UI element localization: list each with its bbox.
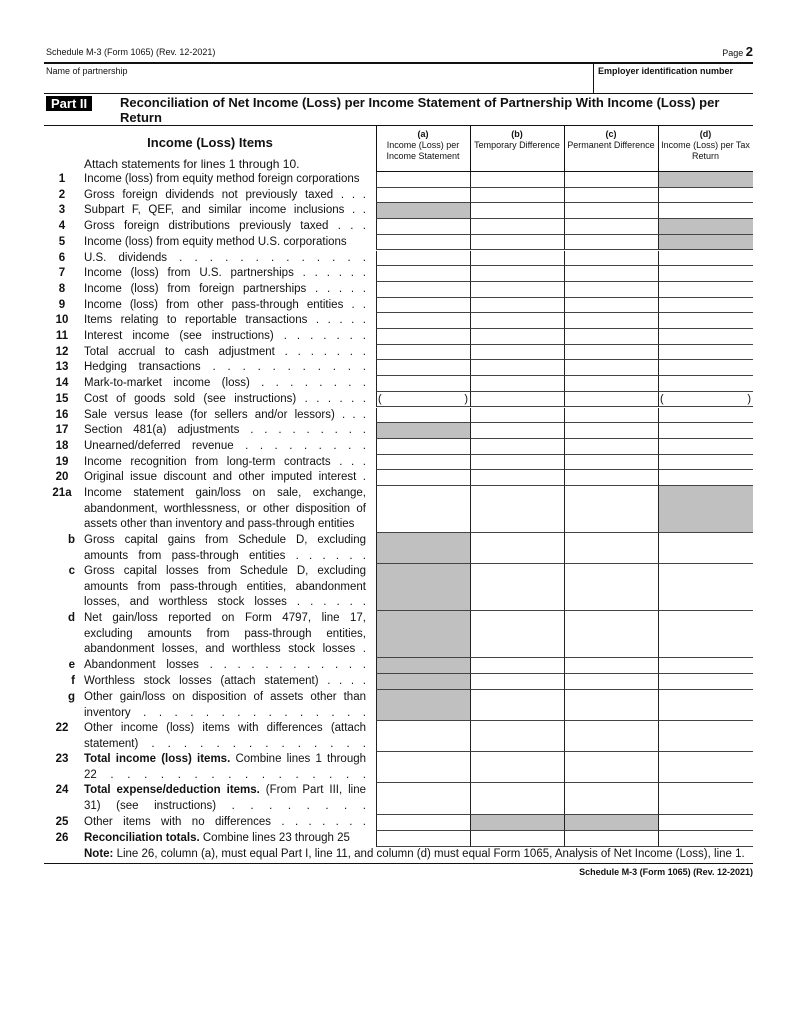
line-16 bbox=[44, 408, 753, 424]
line-number: 10 bbox=[55, 314, 69, 327]
line-number: 6 bbox=[58, 251, 66, 264]
page-indicator bbox=[722, 44, 753, 59]
close-paren: ) bbox=[747, 392, 751, 405]
line-e-column-a-field bbox=[376, 658, 470, 674]
line-5 bbox=[44, 235, 753, 251]
partnership-name-label: Name of partnership bbox=[46, 66, 128, 76]
line-e-column-c-field[interactable] bbox=[564, 658, 658, 674]
line-25-column-b-field bbox=[470, 815, 564, 831]
line-description bbox=[84, 423, 366, 439]
line-6-column-b-field[interactable] bbox=[470, 251, 564, 267]
line-18-column-c-field[interactable] bbox=[564, 439, 658, 455]
line-number: 4 bbox=[58, 220, 66, 233]
line-d-column-c-field[interactable] bbox=[564, 611, 658, 658]
line-20-column-b-field[interactable] bbox=[470, 470, 564, 486]
line-5-column-a-field[interactable] bbox=[376, 235, 470, 251]
line-26-column-d-field[interactable] bbox=[658, 831, 753, 847]
line-24-column-b-field[interactable] bbox=[470, 783, 564, 815]
line-f-column-a-field bbox=[376, 674, 470, 690]
line-description-text: Gross capital losses from Schedule D, excluding amounts from pass-through entities, abandonment losses, and worthless stock losses . . . . . . bbox=[84, 565, 366, 609]
line-9-column-b-field[interactable] bbox=[470, 298, 564, 314]
line-13-column-c-field[interactable] bbox=[564, 360, 658, 376]
line-description bbox=[84, 658, 366, 674]
line-14 bbox=[44, 376, 753, 392]
line-21a-column-a-field[interactable] bbox=[376, 486, 470, 533]
line-number: b bbox=[67, 534, 75, 546]
line-11-column-b-field[interactable] bbox=[470, 329, 564, 345]
line-1-column-b-field[interactable] bbox=[470, 172, 564, 188]
form-id: Schedule M-3 (Form 1065) (Rev. 12-2021) bbox=[46, 47, 216, 57]
line-19-column-c-field[interactable] bbox=[564, 455, 658, 471]
line-number: 16 bbox=[55, 408, 69, 421]
column-letter: (a) bbox=[417, 129, 429, 139]
line-description bbox=[84, 564, 366, 611]
line-description-text: Gross capital gains from Schedule D, excluding amounts from pass-through entities . . . . . . bbox=[84, 534, 366, 562]
open-paren: ( bbox=[378, 392, 382, 405]
line-description bbox=[84, 329, 366, 345]
column-header-b bbox=[470, 129, 564, 151]
line-f bbox=[44, 674, 753, 690]
line-24-column-c-field[interactable] bbox=[564, 783, 658, 815]
line-1-column-c-field[interactable] bbox=[564, 172, 658, 188]
line-description-text: Gross foreign distributions previously taxed . . . bbox=[84, 220, 366, 233]
line-9-column-c-field[interactable] bbox=[564, 298, 658, 314]
line-26-column-b-field[interactable] bbox=[470, 831, 564, 847]
line-12-column-a-field[interactable] bbox=[376, 345, 470, 361]
column-label: Permanent Difference bbox=[567, 140, 655, 150]
line-number: e bbox=[68, 659, 75, 671]
line-6 bbox=[44, 251, 753, 267]
line-22-column-d-field[interactable] bbox=[658, 721, 753, 752]
line-17-column-b-field[interactable] bbox=[470, 423, 564, 439]
line-16-column-c-field[interactable] bbox=[564, 408, 658, 424]
line-11-column-a-field[interactable] bbox=[376, 329, 470, 345]
line-23-column-d-field[interactable] bbox=[658, 752, 753, 783]
line-description bbox=[84, 188, 366, 204]
line-f-column-d-field[interactable] bbox=[658, 674, 753, 690]
column-header-c bbox=[564, 129, 658, 151]
line-number: g bbox=[67, 691, 75, 703]
line-17-column-a-field bbox=[376, 423, 470, 439]
line-b-column-d-field[interactable] bbox=[658, 533, 753, 564]
line-7-column-b-field[interactable] bbox=[470, 266, 564, 282]
line-number: 14 bbox=[55, 377, 69, 390]
items-title: Income (Loss) Items bbox=[147, 135, 273, 150]
line-25-column-a-field[interactable] bbox=[376, 815, 470, 831]
note-text: Line 26, column (a), must equal Part I, line 11, and column (d) must equal Form 1065, Analysis of Net Income (Loss), line 1. bbox=[113, 848, 745, 860]
ein-label: Employer identification number bbox=[598, 66, 734, 76]
line-9 bbox=[44, 298, 753, 314]
line-19-column-a-field[interactable] bbox=[376, 455, 470, 471]
line-12-column-d-field[interactable] bbox=[658, 345, 753, 361]
column-letter: (d) bbox=[699, 129, 712, 139]
line-3-column-b-field[interactable] bbox=[470, 203, 564, 219]
line-description-text: Hedging transactions . . . . . . . . . . . bbox=[84, 361, 366, 374]
line-22-column-a-field[interactable] bbox=[376, 721, 470, 752]
line-d-column-d-field[interactable] bbox=[658, 611, 753, 658]
line-1-column-d-field bbox=[658, 172, 753, 188]
line-13 bbox=[44, 360, 753, 376]
line-15-column-a-field[interactable] bbox=[376, 392, 470, 408]
line-14-column-d-field[interactable] bbox=[658, 376, 753, 392]
line-22 bbox=[44, 721, 753, 752]
line-17-column-c-field[interactable] bbox=[564, 423, 658, 439]
line-24-column-a-field[interactable] bbox=[376, 783, 470, 815]
line-description-text: Other items with no differences . . . . . . . bbox=[84, 816, 366, 828]
line-21a-column-d-field bbox=[658, 486, 753, 533]
line-b bbox=[44, 533, 753, 564]
line-21a bbox=[44, 486, 753, 533]
line-2-column-a-field[interactable] bbox=[376, 188, 470, 204]
column-header-d bbox=[658, 129, 753, 162]
line-5-column-d-field bbox=[658, 235, 753, 251]
line-5-column-c-field[interactable] bbox=[564, 235, 658, 251]
note-label: Note: bbox=[84, 848, 114, 860]
line-description bbox=[84, 611, 366, 658]
line-8-column-a-field[interactable] bbox=[376, 282, 470, 298]
line-description-text: Original issue discount and other imputed interest . bbox=[84, 471, 366, 484]
line-10-column-a-field[interactable] bbox=[376, 313, 470, 329]
line-23 bbox=[44, 752, 753, 783]
line-description-text: U.S. dividends . . . . . . . . . . . . . bbox=[84, 251, 366, 264]
line-number: 13 bbox=[55, 361, 69, 374]
line-18 bbox=[44, 439, 753, 455]
line-2-column-d-field[interactable] bbox=[658, 188, 753, 204]
line-description bbox=[84, 831, 366, 847]
line-description bbox=[84, 360, 366, 376]
divider bbox=[44, 93, 753, 94]
line-12-column-c-field[interactable] bbox=[564, 345, 658, 361]
line-f-column-b-field[interactable] bbox=[470, 674, 564, 690]
line-description-text: Combine lines 23 through 25 bbox=[199, 832, 350, 844]
line-description-text: Cost of goods sold (see instructions) . . . . . . bbox=[84, 392, 366, 405]
line-10 bbox=[44, 313, 753, 329]
column-letter: (c) bbox=[605, 129, 617, 139]
line-description bbox=[84, 251, 366, 267]
line-8-column-d-field[interactable] bbox=[658, 282, 753, 298]
line-2-column-c-field[interactable] bbox=[564, 188, 658, 204]
line-g-column-b-field[interactable] bbox=[470, 690, 564, 721]
line-e bbox=[44, 658, 753, 674]
line-number: 22 bbox=[55, 722, 69, 734]
line-description-text: Income (loss) from U.S. partnerships . . . . . . bbox=[84, 267, 366, 280]
line-f-column-c-field[interactable] bbox=[564, 674, 658, 690]
line-5-column-b-field[interactable] bbox=[470, 235, 564, 251]
line-23-column-a-field[interactable] bbox=[376, 752, 470, 783]
column-letter: (b) bbox=[511, 129, 523, 139]
line-6-column-a-field[interactable] bbox=[376, 251, 470, 267]
line-c-column-c-field[interactable] bbox=[564, 564, 658, 611]
line-22-column-b-field[interactable] bbox=[470, 721, 564, 752]
line-number: 5 bbox=[58, 235, 66, 248]
line-b-column-a-field bbox=[376, 533, 470, 564]
line-description bbox=[84, 674, 366, 690]
attach-note: Attach statements for lines 1 through 10. bbox=[84, 157, 300, 171]
line-description bbox=[84, 752, 366, 783]
line-15-column-c-field[interactable] bbox=[564, 392, 658, 408]
line-24 bbox=[44, 783, 753, 815]
line-1-column-a-field[interactable] bbox=[376, 172, 470, 188]
line-d-column-a-field bbox=[376, 611, 470, 658]
line-8-column-b-field[interactable] bbox=[470, 282, 564, 298]
line-6-column-c-field[interactable] bbox=[564, 251, 658, 267]
line-17 bbox=[44, 423, 753, 439]
line-7 bbox=[44, 266, 753, 282]
column-label: Income (Loss) per Income Statement bbox=[386, 140, 460, 161]
line-description-text: Income recognition from long-term contracts . . . bbox=[84, 455, 366, 468]
line-description-bold: Total expense/deduction items. bbox=[84, 784, 260, 796]
line-description-text: Income (loss) from other pass-through entities . . bbox=[84, 298, 366, 311]
line-description-bold: Total income (loss) items. bbox=[84, 753, 231, 765]
page-number: 2 bbox=[745, 44, 753, 59]
line-description bbox=[84, 235, 366, 251]
line-d bbox=[44, 611, 753, 658]
line-26 bbox=[44, 831, 753, 847]
divider bbox=[44, 863, 753, 864]
line-10-column-c-field[interactable] bbox=[564, 313, 658, 329]
divider bbox=[658, 125, 659, 172]
line-description-text: Unearned/deferred revenue . . . . . . . . . bbox=[84, 439, 366, 452]
line-description bbox=[84, 345, 366, 361]
line-4-column-d-field bbox=[658, 219, 753, 235]
page-label: Page bbox=[722, 48, 744, 58]
line-e-column-d-field[interactable] bbox=[658, 658, 753, 674]
line-number: 12 bbox=[55, 345, 69, 358]
line-11-column-d-field[interactable] bbox=[658, 329, 753, 345]
note bbox=[84, 848, 754, 860]
line-d-column-b-field[interactable] bbox=[470, 611, 564, 658]
line-number: f bbox=[71, 675, 75, 687]
line-description-text: Sale versus lease (for sellers and/or lessors) . . . bbox=[84, 408, 366, 421]
line-number: 15 bbox=[55, 392, 69, 405]
line-e-column-b-field[interactable] bbox=[470, 658, 564, 674]
line-description-bold: Reconciliation totals. bbox=[84, 832, 200, 844]
line-c bbox=[44, 564, 753, 611]
divider bbox=[44, 62, 753, 64]
line-23-column-c-field[interactable] bbox=[564, 752, 658, 783]
line-26-column-a-field[interactable] bbox=[376, 831, 470, 847]
line-number: 25 bbox=[55, 816, 69, 828]
line-25-column-d-field[interactable] bbox=[658, 815, 753, 831]
line-number: 1 bbox=[58, 173, 66, 185]
line-description-text: Abandonment losses . . . . . . . . . . . . bbox=[84, 659, 366, 671]
column-label: Temporary Difference bbox=[474, 140, 560, 150]
line-13-column-b-field[interactable] bbox=[470, 360, 564, 376]
line-g-column-a-field bbox=[376, 690, 470, 721]
line-23-column-b-field[interactable] bbox=[470, 752, 564, 783]
line-9-column-a-field[interactable] bbox=[376, 298, 470, 314]
line-description-text: Section 481(a) adjustments . . . . . . . . . bbox=[84, 424, 366, 437]
line-number: 8 bbox=[58, 282, 66, 295]
line-21a-column-c-field[interactable] bbox=[564, 486, 658, 533]
line-20-column-c-field[interactable] bbox=[564, 470, 658, 486]
line-number: 18 bbox=[55, 439, 69, 452]
line-number: 26 bbox=[55, 832, 69, 844]
line-description-text: Income (loss) from equity method foreign corporations bbox=[84, 173, 360, 185]
line-12-column-b-field[interactable] bbox=[470, 345, 564, 361]
line-c-column-a-field bbox=[376, 564, 470, 611]
line-26-column-c-field[interactable] bbox=[564, 831, 658, 847]
line-number: 11 bbox=[55, 330, 69, 342]
line-20-column-d-field[interactable] bbox=[658, 470, 753, 486]
line-number: 17 bbox=[55, 424, 69, 437]
line-14-column-a-field[interactable] bbox=[376, 376, 470, 392]
part-badge: Part II bbox=[46, 96, 92, 111]
line-c-column-b-field[interactable] bbox=[470, 564, 564, 611]
line-8 bbox=[44, 282, 753, 298]
line-description-text: Other income (loss) items with differences (attach statement) . . . . . . . . . . . . . . bbox=[84, 722, 366, 750]
line-18-column-a-field[interactable] bbox=[376, 439, 470, 455]
line-description-text: Mark-to-market income (loss) . . . . . . . . bbox=[84, 377, 366, 390]
line-description-text: Net gain/loss reported on Form 4797, line 17, excluding amounts from pass-through entities, abandonment losses, and worthless stock losses . bbox=[84, 612, 366, 656]
line-description bbox=[84, 408, 366, 424]
line-description bbox=[84, 783, 366, 814]
line-description bbox=[84, 486, 366, 533]
open-paren: ( bbox=[660, 392, 664, 405]
divider bbox=[470, 125, 471, 172]
line-11 bbox=[44, 329, 753, 345]
line-3-column-d-field[interactable] bbox=[658, 203, 753, 219]
line-description bbox=[84, 815, 366, 831]
line-7-column-a-field[interactable] bbox=[376, 266, 470, 282]
line-4-column-b-field[interactable] bbox=[470, 219, 564, 235]
line-3-column-a-field bbox=[376, 203, 470, 219]
line-2-column-b-field[interactable] bbox=[470, 188, 564, 204]
line-description-text: Worthless stock losses (attach statement) . . . . bbox=[84, 675, 366, 687]
line-description bbox=[84, 392, 366, 408]
line-12 bbox=[44, 345, 753, 361]
line-17-column-d-field[interactable] bbox=[658, 423, 753, 439]
divider bbox=[376, 125, 377, 172]
line-g-column-d-field[interactable] bbox=[658, 690, 753, 721]
line-15-column-b-field[interactable] bbox=[470, 392, 564, 408]
line-19 bbox=[44, 455, 753, 471]
line-8-column-c-field[interactable] bbox=[564, 282, 658, 298]
line-20 bbox=[44, 470, 753, 486]
line-4 bbox=[44, 219, 753, 235]
line-b-column-b-field[interactable] bbox=[470, 533, 564, 564]
line-description-text: Subpart F, QEF, and similar income inclusions . . bbox=[84, 204, 366, 217]
line-10-column-d-field[interactable] bbox=[658, 313, 753, 329]
line-description bbox=[84, 690, 366, 721]
line-description-text: Other gain/loss on disposition of assets other than inventory . . . . . . . . . . . . . . . bbox=[84, 691, 366, 719]
line-description bbox=[84, 533, 366, 564]
line-description bbox=[84, 455, 366, 471]
footer: Schedule M-3 (Form 1065) (Rev. 12-2021) bbox=[579, 867, 753, 877]
line-number: c bbox=[68, 565, 75, 577]
line-24-column-d-field[interactable] bbox=[658, 783, 753, 815]
divider bbox=[44, 125, 753, 126]
line-description-text: (From Part III, line 31) (see instructions) . . . . . . . . bbox=[84, 784, 367, 812]
line-number: 7 bbox=[58, 267, 66, 280]
close-paren: ) bbox=[464, 392, 468, 405]
line-19-column-d-field[interactable] bbox=[658, 455, 753, 471]
line-25 bbox=[44, 815, 753, 831]
line-description bbox=[84, 313, 366, 329]
line-number: 2 bbox=[58, 188, 66, 201]
part-title: Reconciliation of Net Income (Loss) per Income Statement of Partnership With Income (Loss) per Return bbox=[120, 95, 720, 125]
divider bbox=[564, 125, 565, 172]
line-description bbox=[84, 439, 366, 455]
line-3 bbox=[44, 203, 753, 219]
line-number: 19 bbox=[55, 455, 69, 468]
divider bbox=[593, 64, 594, 93]
line-number: 23 bbox=[55, 753, 69, 765]
line-description bbox=[84, 721, 366, 752]
line-description bbox=[84, 203, 366, 219]
line-4-column-a-field[interactable] bbox=[376, 219, 470, 235]
line-1 bbox=[44, 172, 753, 188]
line-description-text: Items relating to reportable transactions . . . . . bbox=[84, 314, 366, 327]
line-2 bbox=[44, 188, 753, 204]
line-g bbox=[44, 690, 753, 721]
line-18-column-b-field[interactable] bbox=[470, 439, 564, 455]
line-description-text: Combine lines 1 through 22 . . . . . . . . . . . . . . . . bbox=[84, 753, 367, 781]
line-10-column-b-field[interactable] bbox=[470, 313, 564, 329]
line-description-text: Gross foreign dividends not previously taxed . . . bbox=[84, 188, 366, 201]
line-description-text: Income statement gain/loss on sale, exchange, abandonment, worthlessness, or other disposition of assets other than inventory and pass-through entities bbox=[84, 487, 366, 531]
line-number: 24 bbox=[55, 784, 69, 796]
line-11-column-c-field[interactable] bbox=[564, 329, 658, 345]
column-label: Income (Loss) per Tax Return bbox=[661, 140, 750, 161]
line-13-column-a-field[interactable] bbox=[376, 360, 470, 376]
line-description-text: Interest income (see instructions) . . . . . . . bbox=[84, 330, 366, 342]
line-description bbox=[84, 282, 366, 298]
line-description bbox=[84, 376, 366, 392]
line-9-column-d-field[interactable] bbox=[658, 298, 753, 314]
line-number: d bbox=[67, 612, 75, 624]
line-description bbox=[84, 172, 366, 188]
line-16-column-d-field[interactable] bbox=[658, 408, 753, 424]
line-15-column-d-field[interactable] bbox=[658, 392, 753, 408]
line-number: 21a bbox=[52, 487, 72, 499]
line-description bbox=[84, 219, 366, 235]
line-description bbox=[84, 470, 366, 486]
line-25-column-c-field bbox=[564, 815, 658, 831]
line-4-column-c-field[interactable] bbox=[564, 219, 658, 235]
line-16-column-b-field[interactable] bbox=[470, 408, 564, 424]
line-18-column-d-field[interactable] bbox=[658, 439, 753, 455]
line-description bbox=[84, 298, 366, 314]
line-3-column-c-field[interactable] bbox=[564, 203, 658, 219]
column-header-a bbox=[376, 129, 470, 162]
line-14-column-b-field[interactable] bbox=[470, 376, 564, 392]
line-19-column-b-field[interactable] bbox=[470, 455, 564, 471]
line-13-column-d-field[interactable] bbox=[658, 360, 753, 376]
line-7-column-c-field[interactable] bbox=[564, 266, 658, 282]
line-number: 20 bbox=[55, 471, 69, 484]
line-21a-column-b-field[interactable] bbox=[470, 486, 564, 533]
line-22-column-c-field[interactable] bbox=[564, 721, 658, 752]
line-c-column-d-field[interactable] bbox=[658, 564, 753, 611]
line-b-column-c-field[interactable] bbox=[564, 533, 658, 564]
line-20-column-a-field[interactable] bbox=[376, 470, 470, 486]
line-number: 3 bbox=[58, 204, 66, 217]
line-6-column-d-field[interactable] bbox=[658, 251, 753, 267]
line-g-column-c-field[interactable] bbox=[564, 690, 658, 721]
line-description-text: Income (loss) from equity method U.S. corporations bbox=[84, 235, 347, 248]
line-14-column-c-field[interactable] bbox=[564, 376, 658, 392]
line-description bbox=[84, 266, 366, 282]
line-16-column-a-field[interactable] bbox=[376, 408, 470, 424]
line-description-text: Total accrual to cash adjustment . . . . . . . bbox=[84, 345, 366, 358]
line-15 bbox=[44, 392, 753, 408]
line-number: 9 bbox=[58, 298, 66, 311]
line-description-text: Income (loss) from foreign partnerships . . . . . bbox=[84, 282, 366, 295]
line-7-column-d-field[interactable] bbox=[658, 266, 753, 282]
